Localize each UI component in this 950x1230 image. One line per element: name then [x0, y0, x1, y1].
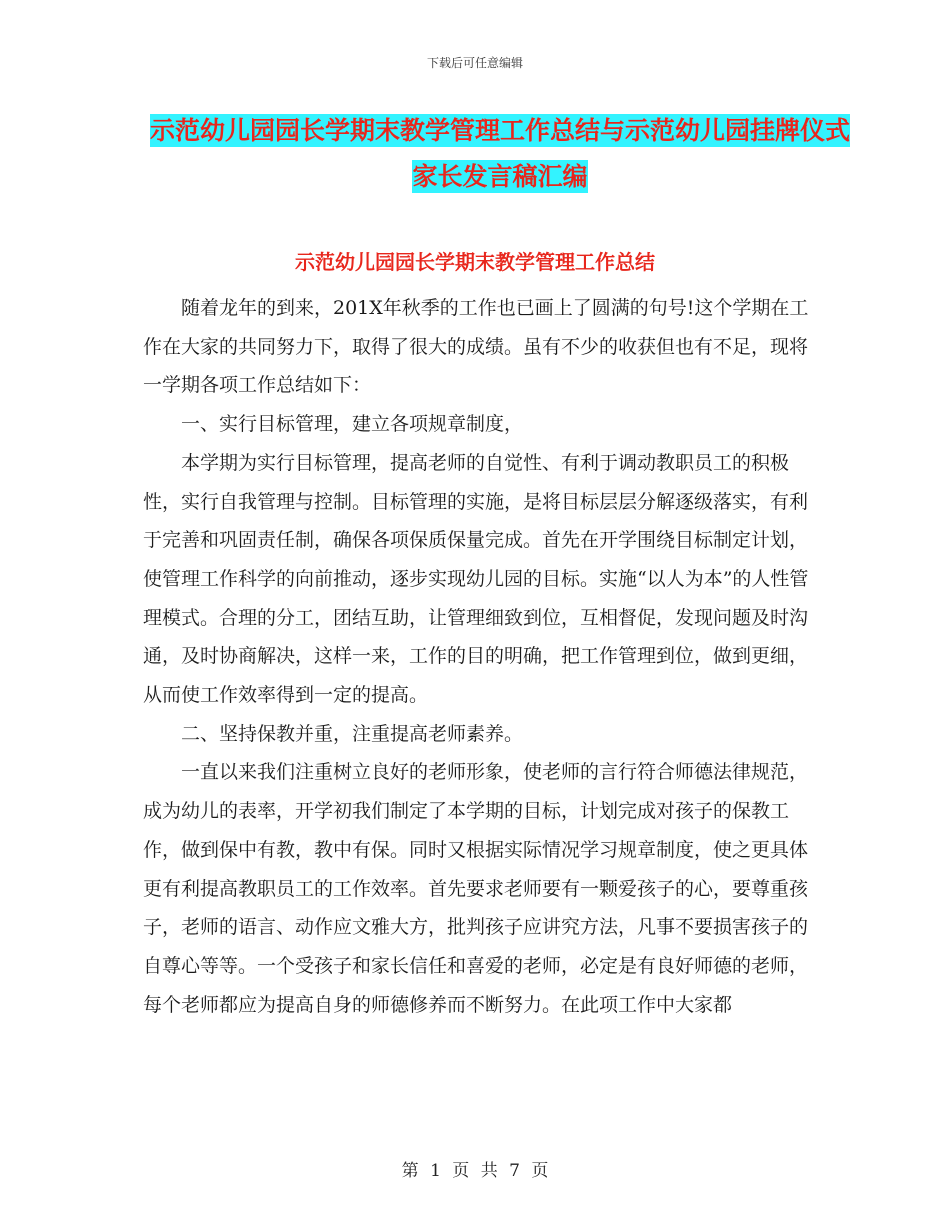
main-title-text: 示范幼儿园园长学期末教学管理工作总结与示范幼儿园挂牌仪式家长发言稿汇编 [150, 116, 851, 191]
section-heading: 二、坚持保教并重，注重提高老师素养。 [181, 722, 524, 745]
document-main-title [150, 108, 850, 200]
paragraph: 随着龙年的到来，201X年秋季的工作也已画上了圆满的句号!这个学期在工作在大家的共同努力下，取得了很大的成绩。虽有不少的收获但也有不足，现将一学期各项工作总结如下： [143, 297, 809, 397]
section-title: 示范幼儿园园长学期末教学管理工作总结 [295, 250, 655, 274]
paragraph: 本学期为实行目标管理，提高老师的自觉性、有利于调动教职员工的积极性，实行自我管理与控制。目标管理的实施，是将目标层层分解逐级落实，有利于完善和巩固责任制，确保各项保质保量完成。首先在开学围绕目标制定计划，使管理工作科学的向前推动，逐步实现幼儿园的目标。实施“以人为本”的人性管理模式。合理的分工，团结互助，让管理细致到位，互相督促，发现问题及时沟通，及时协商解决，这样一来，工作的目的明确，把工作管理到位，做到更细，从而使工作效率得到一定的提高。 [143, 451, 809, 707]
paragraph: 一直以来我们注重树立良好的老师形象，使老师的言行符合师德法律规范，成为幼儿的表率，开学初我们制定了本学期的目标，计划完成对孩子的保教工作，做到保中有教，教中有保。同时又根据实际情况学习规章制度，使之更具体更有利提高教职员工的工作效率。首先要求老师要有一颗爱孩子的心，要尊重孩子，老师的语言、动作应文雅大方，批判孩子应讲究方法，凡事不要损害孩子的自尊心等等。一个受孩子和家长信任和喜爱的老师，必定是有良好师德的老师，每个老师都应为提高自身的师德修养而不断努力。在此项工作中大家都 [143, 761, 809, 1016]
section-heading: 一、实行目标管理，建立各项规章制度， [181, 413, 524, 436]
document-body [143, 289, 813, 1024]
page-header-note: 下载后可任意编辑 [426, 56, 523, 70]
page-number: 第 1 页 共 7 页 [401, 1161, 549, 1181]
